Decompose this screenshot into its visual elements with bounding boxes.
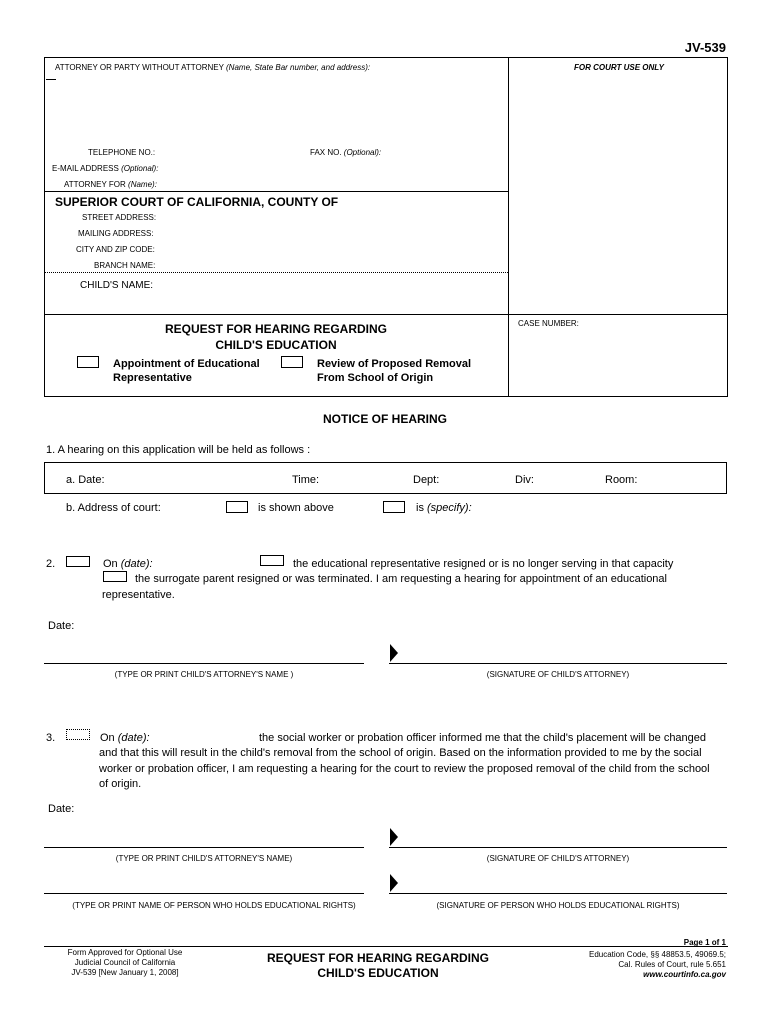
holder-signature-caption: (SIGNATURE OF PERSON WHO HOLDS EDUCATIONAL RIGHTS) [436,901,680,910]
header-top-border [44,57,728,58]
specify-address-field[interactable] [478,499,718,515]
section2-signing-date-field[interactable] [82,617,282,633]
holder-signature-line [389,893,727,894]
footer-title-2: CHILD'S EDUCATION [317,966,439,980]
section3-attorney-name-field[interactable] [44,828,364,846]
section2-signature-field[interactable] [400,644,726,662]
footer-approved-2: Judicial Council of California [74,958,176,967]
section3-text-4: of origin. [99,778,142,790]
section3-signing-date-field[interactable] [82,800,282,816]
street-address-label: STREET ADDRESS: [82,213,157,222]
header-right-border [727,57,728,397]
section2-name-caption: (TYPE OR PRINT CHILD'S ATTORNEY'S NAME ) [114,670,294,679]
footer-rule [44,946,728,947]
section3-name-line [44,847,364,848]
removal-review-checkbox[interactable] [281,356,303,368]
county-field[interactable] [330,195,500,209]
city-zip-field[interactable] [160,243,500,257]
section3-signature-field[interactable] [400,828,726,846]
section3-name-caption: (TYPE OR PRINT CHILD'S ATTORNEY'S NAME) [115,854,293,863]
option-appointment-line2: Representative [113,372,192,384]
option-removal-line1: Review of Proposed Removal [317,358,472,370]
section2-signature-line [389,663,727,664]
title-separator [44,314,728,315]
telephone-label: TELEPHONE NO.: [88,148,156,157]
section2-date-label: Date: [48,620,75,632]
case-number-field[interactable] [518,332,718,388]
section3-on-label: On (date): [100,732,150,744]
hearing-room-field[interactable] [642,471,720,487]
option-appointment-line1: Appointment of Educational [113,358,260,370]
section3-signature-line [389,847,727,848]
holder-name-line [44,893,364,894]
section2-attorney-name-field[interactable] [44,644,364,662]
hearing-div-label: Div: [515,474,534,486]
section2-date-field[interactable] [155,555,255,571]
hearing-date-field[interactable] [120,471,280,487]
signature-arrow-icon [390,644,398,662]
footer-title-1: REQUEST FOR HEARING REGARDING [266,951,489,965]
holder-signature-field[interactable] [400,874,726,892]
child-name-label: CHILD'S NAME: [80,280,154,291]
fax-label: FAX NO. (Optional): [310,148,382,157]
hearing-time-label: Time: [292,474,320,486]
section3-date-label: Date: [48,803,75,815]
surrogate-checkbox[interactable] [103,571,127,582]
notice-title: NOTICE OF HEARING [322,412,447,426]
appointment-checkbox[interactable] [77,356,99,368]
child-separator [44,272,508,273]
section2-signature-caption: (SIGNATURE OF CHILD'S ATTORNEY) [486,670,630,679]
attorney-for-label: ATTORNEY FOR (Name): [64,180,157,189]
header-divider [508,57,509,397]
hearing-dept-label: Dept: [413,474,440,486]
court-address-label: b. Address of court: [66,502,161,514]
court-use-label: FOR COURT USE ONLY [574,63,664,72]
section3-text-3: worker or probation officer, I am requesting a hearing for the court to review the proposed removal of the child from the school [99,763,710,775]
hearing-intro: 1. A hearing on this application will be held as follows : [46,444,311,456]
section2-on-checkbox[interactable] [66,556,90,567]
court-separator [44,191,508,192]
holder-name-field[interactable] [44,874,364,892]
footer-code-1: Education Code, §§ 48853.5, 49069.5; [589,950,726,959]
footer-website-link[interactable]: www.courtinfo.ca.gov [643,970,726,979]
resigned-checkbox[interactable] [260,555,284,566]
attorney-mark [46,79,56,80]
attorney-address-field[interactable] [56,76,496,142]
section3-text-2: and that this will result in the child's removal from the school of origin. Based on the information provided to me by the social [99,747,702,759]
holder-name-caption: (TYPE OR PRINT NAME OF PERSON WHO HOLDS EDUCATIONAL RIGHTS) [72,901,356,910]
telephone-field[interactable] [165,146,305,160]
email-label: E-MAIL ADDRESS (Optional): [52,164,159,173]
option-removal-line2: From School of Origin [317,372,434,384]
mailing-address-field[interactable] [160,227,500,241]
attorney-label: ATTORNEY OR PARTY WITHOUT ATTORNEY (Name, State Bar number, and address): [55,63,371,72]
section3-number: 3. [46,732,56,744]
specify-label: is (specify): [416,502,472,514]
footer-approved-1: Form Approved for Optional Use [67,948,183,957]
section3-signature-caption: (SIGNATURE OF CHILD'S ATTORNEY) [486,854,630,863]
section2-name-line [44,663,364,664]
signature-arrow-icon [390,874,398,892]
hearing-room-label: Room: [605,474,638,486]
page-number: Page 1 of 1 [683,938,726,947]
case-number-label: CASE NUMBER: [518,319,579,328]
resigned-text: the educational representative resigned or is no longer serving in that capacity [293,558,674,570]
shown-above-checkbox[interactable] [226,501,248,513]
hearing-dept-field[interactable] [445,471,505,487]
city-zip-label: CITY AND ZIP CODE: [76,245,155,254]
email-field[interactable] [160,162,500,176]
street-address-field[interactable] [160,211,500,225]
child-name-field[interactable] [160,278,500,292]
hearing-date-label: a. Date: [66,474,105,486]
header-bottom-border [44,396,728,397]
shown-above-label: is shown above [258,502,334,514]
attorney-for-field[interactable] [156,178,500,192]
fax-field[interactable] [380,146,500,160]
surrogate-text-2: representative. [102,589,175,601]
section3-date-field[interactable] [155,729,255,745]
surrogate-text: the surrogate parent resigned or was terminated. I am requesting a hearing for appointment of an educational [135,573,667,585]
section2-on-label: On (date): [103,558,153,570]
request-title-2: CHILD'S EDUCATION [215,338,337,352]
branch-name-field[interactable] [160,259,500,273]
footer-approved-3: JV-539 [New January 1, 2008] [71,968,179,977]
footer-code-2: Cal. Rules of Court, rule 5.651 [618,960,726,969]
hearing-time-field[interactable] [325,471,405,487]
form-id: JV-539 [684,40,726,55]
mailing-address-label: MAILING ADDRESS: [78,229,154,238]
section3-on-checkbox[interactable] [66,729,90,740]
section2-number: 2. [46,558,56,570]
branch-name-label: BRANCH NAME: [94,261,156,270]
signature-arrow-icon [390,828,398,846]
hearing-div-field[interactable] [540,471,595,487]
specify-checkbox[interactable] [383,501,405,513]
court-title: SUPERIOR COURT OF CALIFORNIA, COUNTY OF [55,195,339,209]
section3-text-1: the social worker or probation officer informed me that the child's placement will be changed [259,732,707,744]
request-title-1: REQUEST FOR HEARING REGARDING [164,322,387,336]
